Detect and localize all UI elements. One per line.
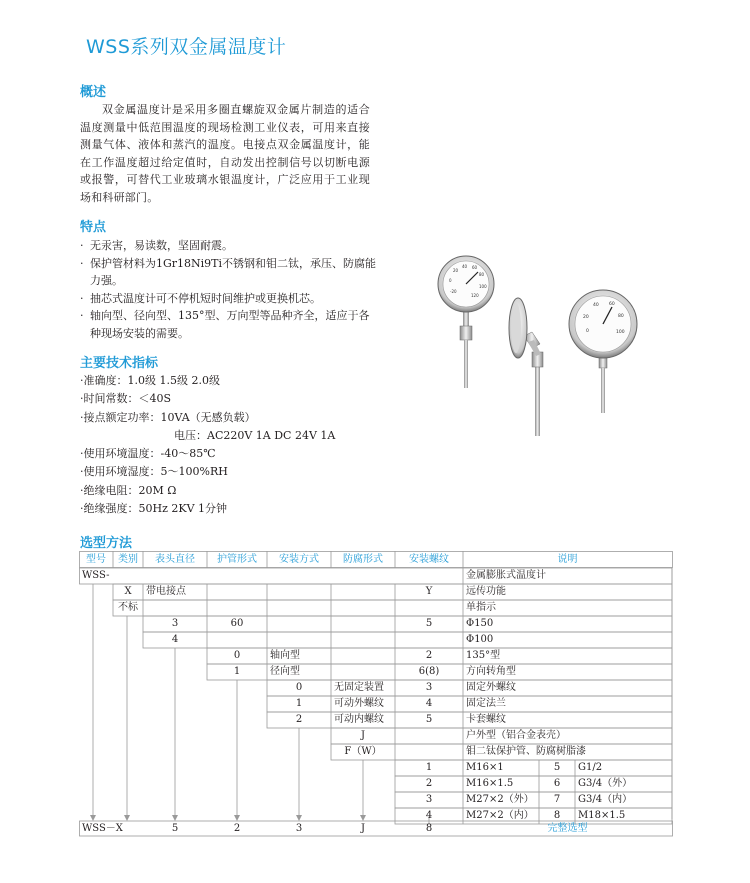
example-desc: 完整选型 [547,823,588,834]
code-none: 不标 [118,602,138,613]
tube-code-0: 0 [233,650,241,661]
desc-swivel: 方向转角型 [466,666,516,677]
col-header-anticorrosion: 防腐形式 [343,554,383,565]
desc-135: 135°型 [466,650,501,661]
col-header-model: 型号 [86,554,106,565]
dial-label: 0 [449,278,452,283]
code-x: X [124,586,132,597]
desc-phi150: Φ150 [466,618,494,629]
dial-label: -20 [450,289,457,294]
mount-code-2: 2 [295,714,303,725]
specs-list [80,372,420,518]
thread-code: 2 [425,778,433,789]
dial-label: 40 [593,303,599,308]
thread-code: 7 [553,794,561,805]
thread-code: 5 [553,762,561,773]
tube-axial: 轴向型 [270,650,300,661]
example-tube: 2 [233,823,241,834]
thread-spec: G1/2 [578,762,603,773]
desc-outdoor: 户外型（铝合金表壳） [466,730,566,741]
mount-code-1: 1 [295,698,303,709]
desc-moly-tube: 钼二钛保护管、防腐树脂漆 [466,746,586,757]
example-anticorr: J [360,823,365,834]
mount-movable-int: 可动内螺纹 [334,714,384,725]
code-y: Y [425,586,433,597]
col-header-description: 说明 [557,554,578,565]
selection-heading: 选型方法 [80,536,133,551]
anticorr-code-fw: F（W） [344,746,382,757]
thread-spec: G3/4（内） [578,794,633,805]
col-header-category: 类别 [118,554,138,565]
col-header-thread: 安装螺纹 [409,554,449,565]
desc-x: 带电接点 [146,586,186,597]
dial-code-4: 4 [171,634,179,645]
dial-label: 60 [472,265,478,270]
example-model: WSS－X [82,823,123,834]
desc-phi100: Φ100 [466,634,494,645]
tube-code-2: 2 [425,650,433,661]
example-thread: 8 [425,823,433,834]
overview-text: 双金属温度计是采用多圈直螺旋双金属片制造的适合温度测量中低范围温度的现场检测工业仪表，可用来直接测量气体、液体和蒸汽的温度。电接点双金属温度计，能在工作温度超过给定值时，自动发出控制信号以切断电源或报警，可替代工业玻璃水银温度计，广泛应用于工业现场和科研部门。 [80,103,370,204]
bullet: · [80,291,84,305]
feature-item: · 抽芯式温度计可不停机短时间维护或更换机芯。 [80,290,380,308]
tube-code-1: 1 [233,666,241,677]
feature-item: · 轴向型、径向型、135°型、万向型等品种齐全，适应于各种现场安装的需要。 [80,307,380,342]
specs-heading: 主要技术指标 [80,356,159,371]
desc-metal-expansion: 金属膨胀式温度计 [466,570,546,581]
mount-code-3: 3 [425,682,433,693]
mount-code-5: 5 [425,714,433,725]
dial-code-60: 60 [230,618,244,629]
anticorr-code-j: J [360,730,365,741]
dial-label: 80 [618,314,624,319]
dial-code-5: 5 [425,618,433,629]
thread-spec: M27×2（内） [466,810,534,821]
page-title: WSS系列双金属温度计 [86,36,287,58]
thread-spec: M18×1.5 [578,810,626,821]
model-prefix: WSS- [82,570,110,581]
tube-radial: 径向型 [270,666,300,677]
spec-item: ·准确度：1.0级 1.5级 2.0级 [80,374,220,387]
features-heading: 特点 [80,220,107,235]
dial-label: 0 [586,329,589,334]
dial-code-3: 3 [171,618,179,629]
gauge-axial [438,256,494,388]
dial-label: 60 [609,302,615,307]
spec-item: ·绝缘电阻：20M Ω [80,483,177,497]
spec-item: ·使用环境温度：-40～85℃ [80,447,216,461]
dial-label: 80 [479,272,485,277]
dial-label: 120 [471,293,479,298]
col-header-dial-diameter: 表头直径 [155,554,195,565]
thread-spec: G3/4（外） [578,778,633,789]
thread-code: 4 [425,810,433,821]
desc-fixed-ext-thread: 固定外螺纹 [466,682,516,693]
thermometer-photo [420,248,650,438]
thread-code: 8 [553,810,561,821]
dial-label: 100 [479,284,487,289]
thread-code: 1 [425,762,433,773]
thread-spec: M27×2（外） [466,794,534,805]
spec-item: 电压：AC220V 1A DC 24V 1A [174,428,336,442]
dial-label: 100 [616,330,625,335]
mount-movable-ext: 可动外螺纹 [334,698,384,709]
gauge-universal [509,298,543,436]
spec-item: ·使用环境湿度：5～100%RH [80,465,228,479]
dial-label: 40 [462,264,468,269]
feature-item: · 无汞害，易读数，坚固耐震。 [80,237,380,255]
overview-heading: 概述 [80,85,107,100]
bullet: · [80,256,84,270]
desc-none: 单指示 [466,602,496,613]
desc-fixed-flange: 固定法兰 [466,698,506,709]
example-mount: 3 [295,823,303,834]
features-list [80,237,380,343]
dial-label: 20 [453,268,459,273]
feature-item: · 保护管材料为1Gr18Ni9Ti不锈钢和钼二钛，承压、防腐能力强。 [80,255,380,290]
spec-item: ·绝缘强度：50Hz 2KV 1分钟 [80,502,228,516]
desc-ferrule-thread: 卡套螺纹 [466,714,506,725]
bullet: · [80,239,84,252]
thread-spec: M16×1.5 [466,778,514,789]
tube-code-6-8: 6(8) [418,666,440,677]
dial-label: 20 [583,315,589,320]
gauge-radial [569,290,637,413]
bullet: · [80,309,84,323]
thread-code: 6 [553,778,561,789]
col-header-mounting: 安装方式 [279,554,319,565]
mount-none: 无固定装置 [334,682,384,693]
thread-spec: M16×1 [466,762,504,773]
mount-code-4: 4 [425,698,433,709]
spec-item: ·时间常数：＜40S [80,392,172,406]
thread-code: 3 [425,794,433,805]
desc-y: 远传功能 [466,586,506,597]
example-dial: 5 [171,823,179,834]
mount-code-0: 0 [295,682,303,693]
spec-item: ·接点额定功率：10VA（无感负载） [80,410,256,424]
col-header-tube-form: 护管形式 [217,554,257,565]
